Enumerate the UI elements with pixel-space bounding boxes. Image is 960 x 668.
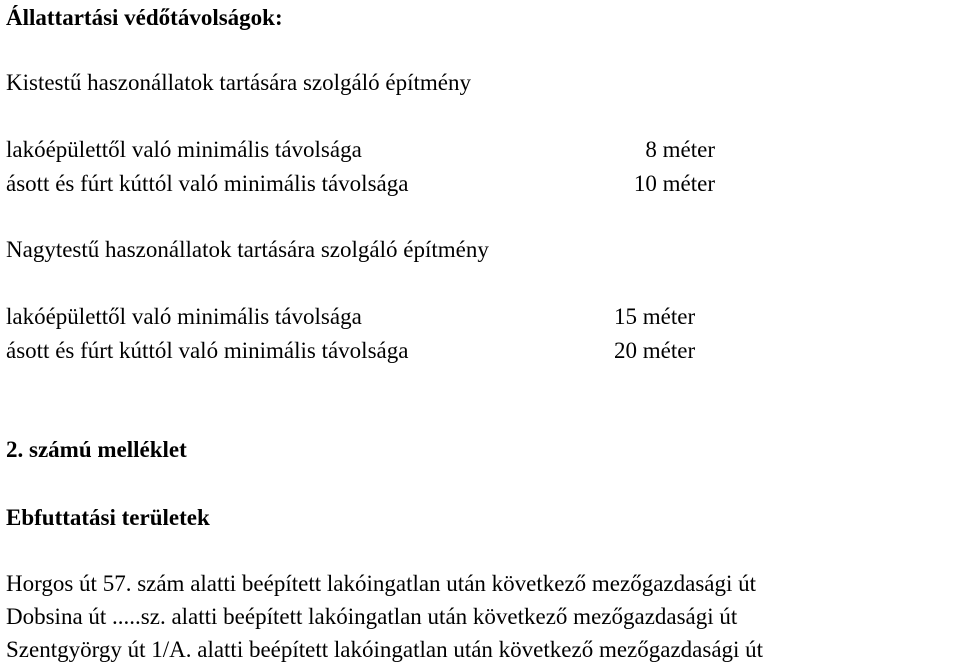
annex-list-item: Dobsina út .....sz. alatti beépített lakóingatlan után következő mezőgazdasági út	[6, 604, 738, 629]
annex-title: 2. számú melléklet	[6, 437, 187, 462]
small-animals-row-value: 8 méter	[645, 137, 715, 162]
small-animals-row-value: 10 méter	[633, 171, 715, 196]
annex-subtitle: Ebfuttatási területek	[6, 505, 210, 530]
large-animals-row-label: ásott és fúrt kúttól való minimális távolsága	[6, 338, 409, 363]
annex-list-item: Szentgyörgy út 1/A. alatti beépített lakóingatlan után következő mezőgazdasági út	[6, 637, 764, 662]
small-animals-row-label: lakóépülettől való minimális távolsága	[6, 137, 362, 162]
page-heading: Állattartási védőtávolságok:	[6, 5, 283, 30]
large-animals-row-value: 20 méter	[614, 338, 696, 363]
large-animals-row-value: 15 méter	[614, 304, 696, 329]
small-animals-title: Kistestű haszonállatok tartására szolgáló építmény	[6, 70, 471, 95]
large-animals-title: Nagytestű haszonállatok tartására szolgáló építmény	[6, 237, 489, 262]
annex-list-item: Horgos út 57. szám alatti beépített lakóingatlan után következő mezőgazdasági út	[6, 571, 757, 596]
small-animals-row-label: ásott és fúrt kúttól való minimális távolsága	[6, 171, 409, 196]
large-animals-row-label: lakóépülettől való minimális távolsága	[6, 304, 362, 329]
